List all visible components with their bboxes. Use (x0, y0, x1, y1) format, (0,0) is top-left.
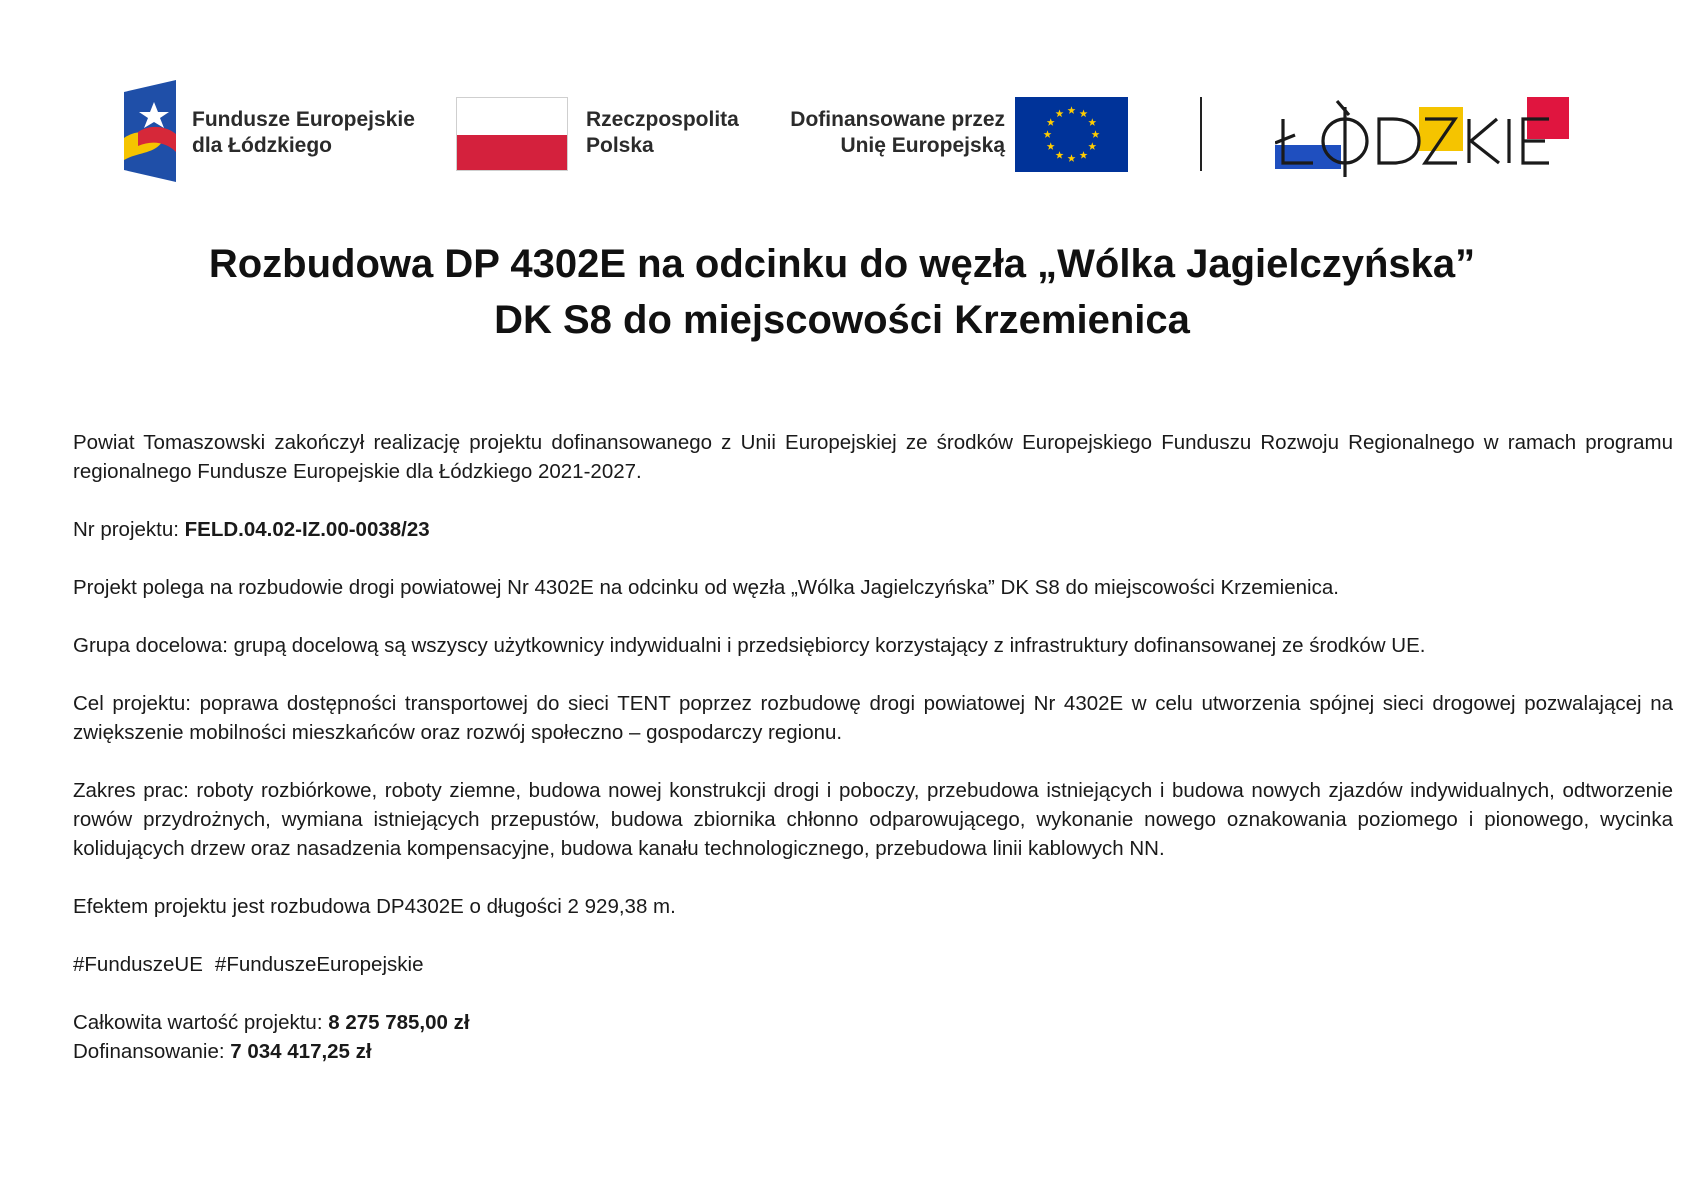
logo-bar (0, 80, 1684, 190)
eu-logo-line2: Unię Europejską (840, 134, 1005, 157)
total-value-label: Całkowita wartość projektu: (73, 1011, 329, 1034)
fe-logo-line1: Fundusze Europejskie (192, 108, 415, 131)
scope-paragraph: Zakres prac: roboty rozbiórkowe, roboty ziemne, budowa nowej konstrukcji drogi i poboczy, przebudowa istniejących i budowa nowych zjazdów indywidualnych, odtworzenie rowów przydrożnych, wymiana istniejących przepustów, budowa zbiornika chłonno odparowującego, wykonanie nowego oznakowania poziomego i pionowego, wycinka kolidujących drzew oraz nasadzenia kompensacyjne, budowa kanału technologicznego, przebudowa linii kablowych NN. (73, 779, 1673, 860)
cofinancing-value: 7 034 417,25 zł (230, 1040, 372, 1063)
goal-paragraph: Cel projektu: poprawa dostępności transportowej do sieci TENT poprzez rozbudowę drogi powiatowej Nr 4302E w celu utworzenia spójnej sieci drogowej pozwalającej na zwiększenie mobilności mieszkańców oraz rozwój społeczno – gospodarczy regionu. (73, 692, 1673, 744)
financing-paragraph (73, 1008, 1673, 1066)
pl-logo-text (586, 107, 739, 159)
eu-logo-line1: Dofinansowane przez (790, 108, 1005, 131)
polish-flag-icon (456, 97, 568, 171)
description-paragraph: Projekt polega na rozbudowie drogi powiatowej Nr 4302E na odcinku od węzła „Wólka Jagielczyńska” DK S8 do miejscowości Krzemienica. (73, 576, 1339, 599)
page-title (0, 236, 1684, 348)
cofinancing-label: Dofinansowanie: (73, 1040, 231, 1063)
hashtag-funduszeue: #FunduszeUE (73, 953, 203, 976)
eu-logo-text (780, 107, 1005, 159)
fe-star-flag-icon (124, 80, 176, 182)
effect-paragraph: Efektem projektu jest rozbudowa DP4302E o długości 2 929,38 m. (73, 895, 676, 918)
project-number-value: FELD.04.02-IZ.00-0038/23 (184, 518, 430, 541)
target-group-paragraph: Grupa docelowa: grupą docelową są wszyscy użytkownicy indywidualni i przedsiębiorcy korzystający z infrastruktury dofinansowanej ze środków UE. (73, 634, 1426, 657)
hashtags (73, 950, 1673, 979)
project-number-paragraph (73, 515, 1673, 544)
logo-divider (1200, 97, 1202, 171)
fe-logo-line2: dla Łódzkiego (192, 134, 333, 157)
pl-logo-line1: Rzeczpospolita (586, 108, 739, 131)
lodzkie-logo-icon (1275, 97, 1569, 177)
title-line1: Rozbudowa DP 4302E na odcinku do węzła „Wólka Jagielczyńska” (208, 242, 1476, 286)
title-line2: DK S8 do miejscowości Krzemienica (494, 298, 1190, 342)
article-body (73, 428, 1673, 1066)
fe-logo-text (192, 107, 415, 159)
pl-logo-line2: Polska (586, 134, 654, 157)
total-value: 8 275 785,00 zł (328, 1011, 470, 1034)
project-number-label: Nr projektu: (73, 518, 185, 541)
lodz-logo (1275, 97, 1569, 182)
intro-paragraph: Powiat Tomaszowski zakończył realizację projektu dofinansowanego z Unii Europejskiej ze środków Europejskiego Funduszu Rozwoju Regionalnego w ramach programu regionalnego Fundusze Europejskie dla Łódzkiego 2021-2027. (73, 431, 1673, 483)
hashtag-funduszeeuropejskie: #FunduszeEuropejskie (214, 953, 424, 976)
eu-flag-icon (1015, 97, 1128, 172)
